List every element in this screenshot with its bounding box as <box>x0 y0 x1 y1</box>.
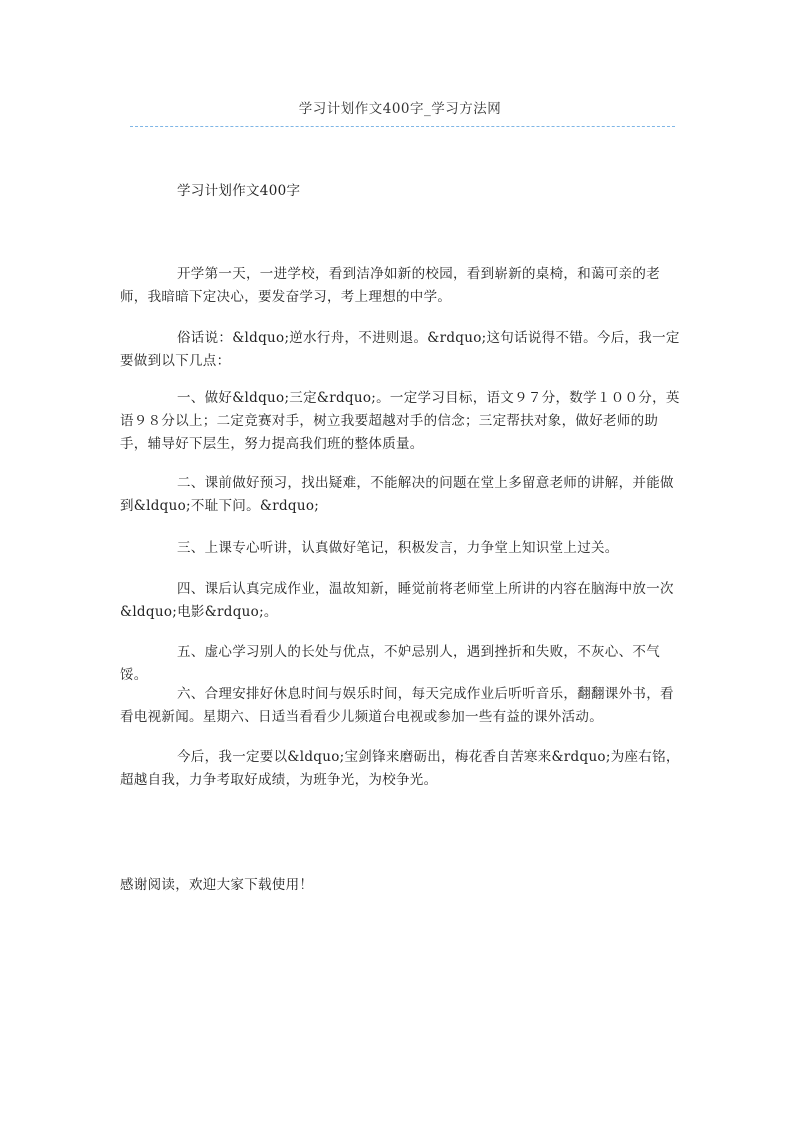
paragraph-point-6: 六、合理安排好休息时间与娱乐时间，每天完成作业后听听音乐，翻翻课外书，看看电视新闻。星期六、日适当看看少儿频道台电视或参加一些有益的课外活动。 <box>120 686 674 725</box>
closing-note: 感谢阅读，欢迎大家下载使用！ <box>120 877 314 893</box>
paragraph-point-3: 三、上课专心听讲，认真做好笔记，积极发言，力争堂上知识堂上过关。 <box>177 540 619 556</box>
paragraph-conclusion: 今后，我一定要以&ldquo;宝剑锋来磨砺出，梅花香自苦寒来&rdquo;为座右铭，超越自我，力争考取好成绩，为班争光，为校争光。 <box>120 749 680 788</box>
document-header-title: 学习计划作文400字_学习方法网 <box>298 101 502 117</box>
paragraph-intro: 开学第一天，一进学校，看到洁净如新的校园，看到崭新的桌椅，和蔼可亲的老师，我暗暗下定决心，要发奋学习，考上理想的中学。 <box>120 266 660 305</box>
paragraph-point-2: 二、课前做好预习，找出疑难，不能解决的问题在堂上多留意老师的讲解，并能做到&ldquo;不耻下问。&rdquo; <box>120 475 674 514</box>
article-title: 学习计划作文400字 <box>177 183 301 199</box>
header-dashed-divider <box>130 126 675 127</box>
paragraph-proverb: 俗话说：&ldquo;逆水行舟，不进则退。&rdquo;这句话说得不错。今后，我一定要做到以下几点： <box>120 330 680 369</box>
paragraph-point-1: 一、做好&ldquo;三定&rdquo;。一定学习目标，语文９７分，数学１００分，英语９８分以上；二定竞赛对手，树立我要超越对手的信念；三定帮扶对象，做好老师的助手，辅导好下层生，努力提高我们班的整体质量。 <box>120 390 680 452</box>
paragraph-point-4: 四、课后认真完成作业，温故知新，睡觉前将老师堂上所讲的内容在脑海中放一次&ldquo;电影&rdquo;。 <box>120 581 674 620</box>
paragraph-point-5: 五、虚心学习别人的长处与优点，不妒忌别人，遇到挫折和失败，不灰心、不气馁。 <box>120 644 660 683</box>
